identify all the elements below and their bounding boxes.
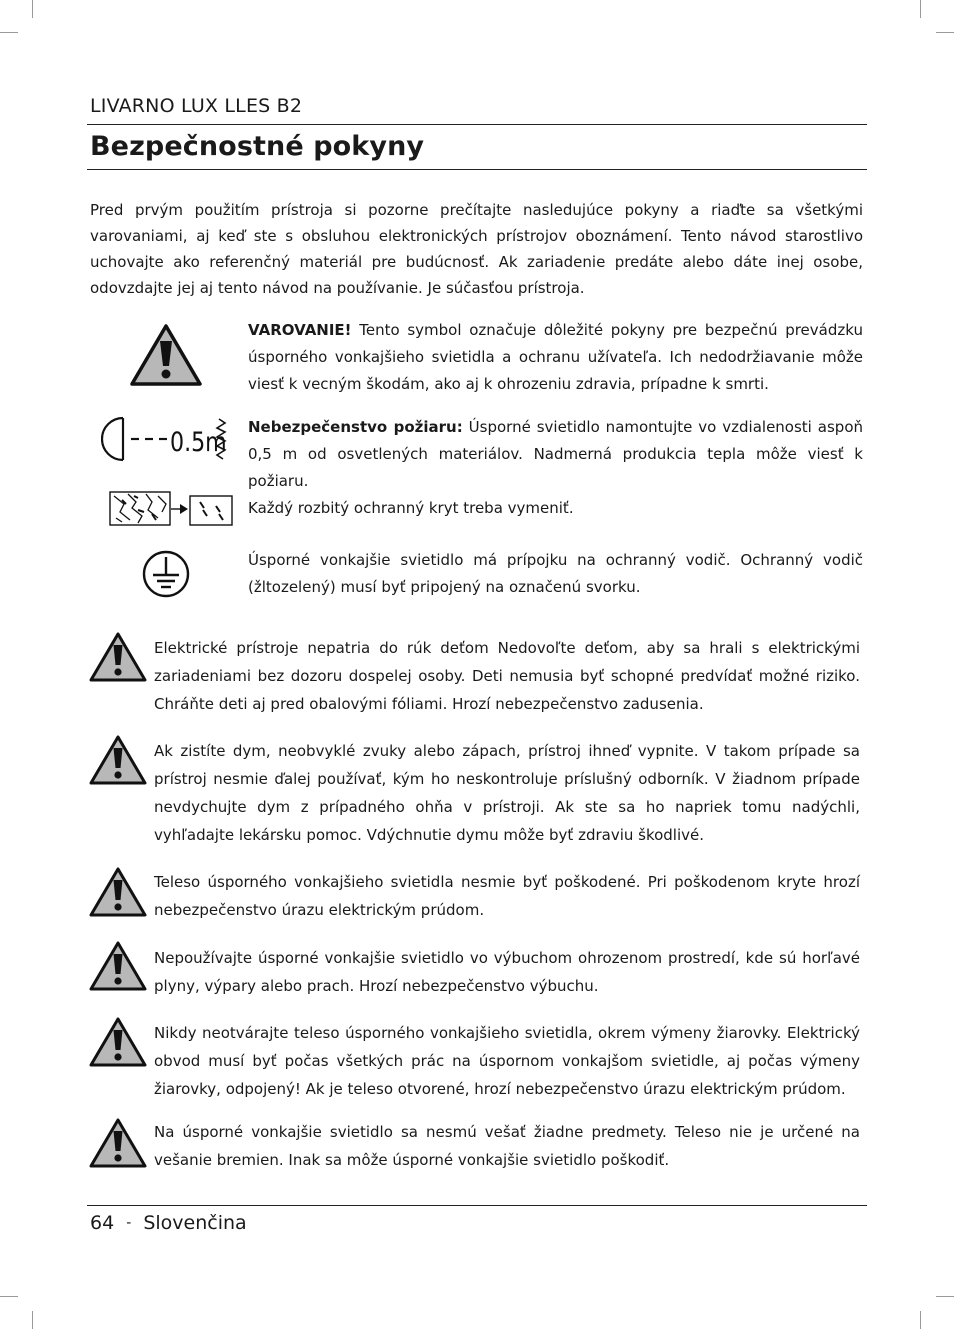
warning-triangle-icon [89,1017,147,1067]
warning-triangle-icon [89,735,147,785]
warning-triangle-icon [89,1118,147,1168]
page-number: 64 [90,1212,115,1234]
warning-housing: Teleso úsporného vonkajšieho svietidla nesmie byť poškodené. Pri poškodenom kryte hrozí nebezpečenstvo úrazu elektrickým prúdom. [154,873,860,919]
footer-rule [87,1205,867,1206]
header-rule [87,124,867,125]
warning-triangle-icon [129,323,203,387]
crop-mark [0,1296,18,1297]
warning-triangle-icon [89,632,147,682]
symbol-warning-label: VAROVANIE! [248,321,352,339]
crop-mark [936,32,954,33]
symbol-ground-text: Úsporné vonkajšie svietidlo má prípojku na ochranný vodič. Ochranný vodič (žltozelený) musí byť pripojený na označenú svorku. [248,551,863,596]
distance-0-5m-icon [101,414,233,464]
crop-mark [0,32,18,33]
product-model: LIVARNO LUX LLES B2 [90,95,303,117]
symbol-fire-text [248,414,863,495]
warning-explosion: Nepoužívajte úsporné vonkajšie svietidlo vo výbuchom ohrozenom prostredí, kde sú horľavé plyny, výpary alebo prach. Hrozí nebezpečenstvo výbuchu. [154,949,860,995]
warning-opening: Nikdy neotvárajte teleso úsporného vonkajšieho svietidla, okrem výmeny žiarovky. Elektrický obvod musí byť počas všetkých prác na úspornom vonkajšom svietidle, aj počas výmeny žiarovky, odpojený! Ak je teleso otvorené, hrozí nebezpečenstvo úrazu elektrickým prúdom. [154,1024,860,1098]
crop-mark [920,0,921,18]
symbol-warning-body: Tento symbol označuje dôležité pokyny pre bezpečnú prevádzku úsporného vonkajšieho svietidla a ochranu užívateľa. Ich nedodržiavanie môže viesť k vecným škodám, ako aj k ohrozeniu zdravia, prípadne k smrti. [248,321,863,393]
warning-children: Elektrické prístroje nepatria do rúk deťom Nedovoľte deťom, aby sa hrali s elektrickými zariadeniami bez dozoru dospelej osoby. Deti nemusia byť schopné predvídať možné riziko. Chráňte deti aj pred obalovými fóliami. Hrozí nebezpečenstvo zadusenia. [154,639,860,713]
crop-mark [936,1296,954,1297]
footer-language: Slovenčina [143,1212,247,1234]
symbol-fire-body: Úsporné svietidlo namontujte vo vzdialenosti aspoň 0,5 m od osvetlených materiálov. Nadmerná produkcia tepla môže viesť k požiaru. [248,418,863,490]
symbol-broken-text: Každý rozbitý ochranný kryt treba vymeniť. [248,499,574,517]
footer-separator: - [126,1215,132,1231]
warning-triangle-icon [89,941,147,991]
warning-triangle-icon [89,867,147,917]
crop-mark [32,1311,33,1329]
symbol-warning-text [248,317,863,398]
distance-label: 0.5m [170,425,227,458]
page-footer [90,1212,247,1234]
symbol-fire-label: Nebezpečenstvo požiaru: [248,418,463,436]
page-title: Bezpečnostné pokyny [90,131,425,162]
warning-smoke: Ak zistíte dym, neobvyklé zvuky alebo zápach, prístroj ihneď vypnite. V takom prípade sa prístroj nesmie ďalej používať, kým ho neskontroluje príslušný odborník. V žiadnom prípade nevdychujte dym z prípadného ohňa v prístroji. Ak ste sa ho napriek tomu nadýchli, vyhľadajte lekársku pomoc. Vdýchnutie dymu môže byť zdraviu škodlivé. [154,742,860,844]
intro-paragraph: Pred prvým použitím prístroja si pozorne prečítajte nasledujúce pokyny a riaďte sa všetkými varovaniami, aj keď ste s obsluhou elektronických prístrojov oboznámení. Tento návod starostlivo uchovajte ako referenčný materiál pre budúcnosť. Ak zariadenie predáte alebo dáte inej osobe, odovzdajte jej aj tento návod na používanie. Je súčasťou prístroja. [90,201,863,297]
crop-mark [920,1311,921,1329]
warning-hanging: Na úsporné vonkajšie svietidlo sa nesmú vešať žiadne predmety. Teleso nie je určené na vešanie bremien. Inak sa môže úsporné vonkajšie svietidlo poškodiť. [154,1123,860,1169]
broken-cover-icon [108,490,234,528]
title-rule [87,169,867,170]
ground-symbol-icon [141,549,191,599]
crop-mark [32,0,33,18]
